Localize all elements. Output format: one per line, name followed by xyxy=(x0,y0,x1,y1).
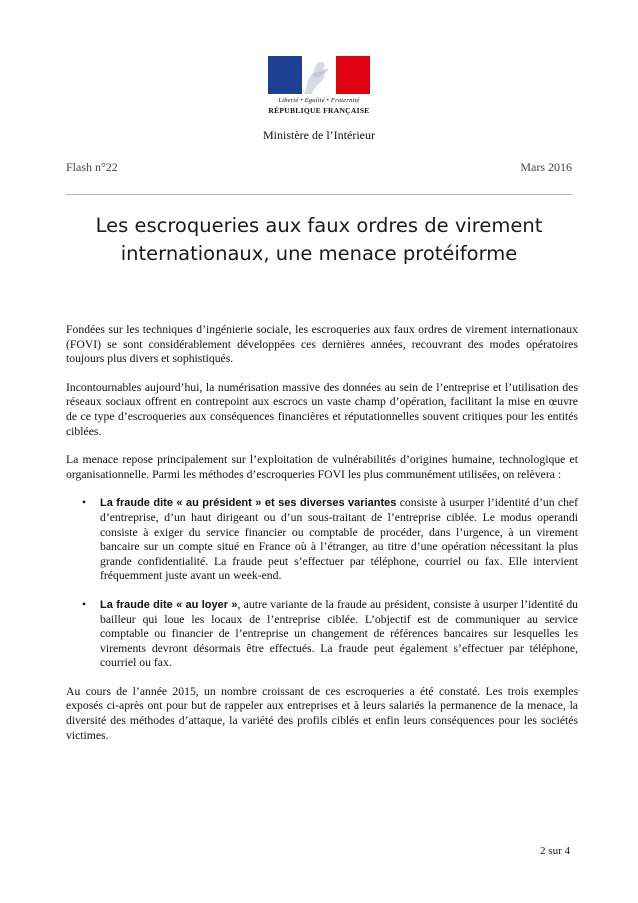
list-item-heading: La fraude dite « au président » et ses diverses variantes xyxy=(100,497,397,510)
paragraph-conclusion: Au cours de l’année 2015, un nombre croissant de ces escroqueries a été constaté. Les trois exemples exposés ci-après ont pour but de rappeler aux entreprises et à leurs salariés la permanence de la menace, la diversité des méthodes d’attaque, la variété des profils ciblés et enfin leurs conséquences pour les sociétés victimes. xyxy=(66,684,578,742)
paragraph-intro: Fondées sur les techniques d’ingénierie sociale, les escroqueries aux faux ordres de virement internationaux (FOVI) se sont considérablement développées ces dernières années, recouvrant des modes opératoires toujours plus divers et sophistiqués. xyxy=(66,323,578,366)
page-number: 2 sur 4 xyxy=(540,845,570,857)
flash-number: Flash n°22 xyxy=(66,160,118,174)
list-item-heading: La fraude dite « au loyer » xyxy=(100,598,238,611)
logo-motto: Liberté • Égalité • Fraternité xyxy=(278,97,360,104)
paragraph-methods: La menace repose principalement sur l’exploitation de vulnérabilités d’origines humaine, technologique et organisationnelle. Parmi les méthodes d’escroqueries FOVI les plus communément utilisées, on relèvera : xyxy=(66,453,578,481)
ministry-name: Ministère de l’Intérieur xyxy=(263,128,375,142)
list-item-fraude-loyer xyxy=(66,598,578,671)
logo-republique: RÉPUBLIQUE FRANÇAISE xyxy=(268,106,370,115)
marianne-flag-icon xyxy=(268,56,370,94)
list-item-text: consiste à usurper l’identité d’un chef d’entreprise, d’un haut dirigeant ou d’un sous-traitant de l’entreprise ciblée. Le modus operandi consiste à exiger du service financier ou comptable de procéder, dans l’urgence, à un virement bancaire sur un compte situé en France où à l’étranger, au titre d’une opération nécessitant la plus grande confidentialité. La fraude peut s’effectuer par téléphone, courriel ou fax. Elle intervient fréquemment juste avant un week-end. xyxy=(100,496,578,583)
header-divider xyxy=(66,194,572,195)
bullet-icon: • xyxy=(82,496,87,510)
bullet-icon: • xyxy=(82,597,87,611)
document-title xyxy=(66,212,572,268)
title-line-1: Les escroqueries aux faux ordres de virement xyxy=(95,214,543,237)
republique-francaise-logo xyxy=(268,56,370,122)
paragraph-context: Incontournables aujourd’hui, la numérisation massive des données au sein de l’entreprise et l’utilisation des réseaux sociaux offrent en contrepoint aux escrocs un vaste champ d’opération, facilitant la mise en œuvre de ce type d’escroqueries aux conséquences financières et réputationnelles souvent critiques pour les entités ciblées. xyxy=(66,380,578,438)
document-body xyxy=(66,323,578,757)
list-item-text: , autre variante de la fraude au président, consiste à usurper l’identité du bailleur qui loue les locaux de l’entreprise ciblée. L’objectif est de communiquer au service comptable ou financier de l’entreprise un changement de références bancaires sur lesquelles les virements devront désormais être effectués. La fraude peut également s’effectuer par téléphone, courriel ou fax. xyxy=(100,597,579,670)
methods-list xyxy=(66,496,578,671)
list-item-fraude-president xyxy=(66,496,578,584)
publication-date: Mars 2016 xyxy=(520,160,572,174)
title-line-2: internationaux, une menace protéiforme xyxy=(120,242,518,265)
